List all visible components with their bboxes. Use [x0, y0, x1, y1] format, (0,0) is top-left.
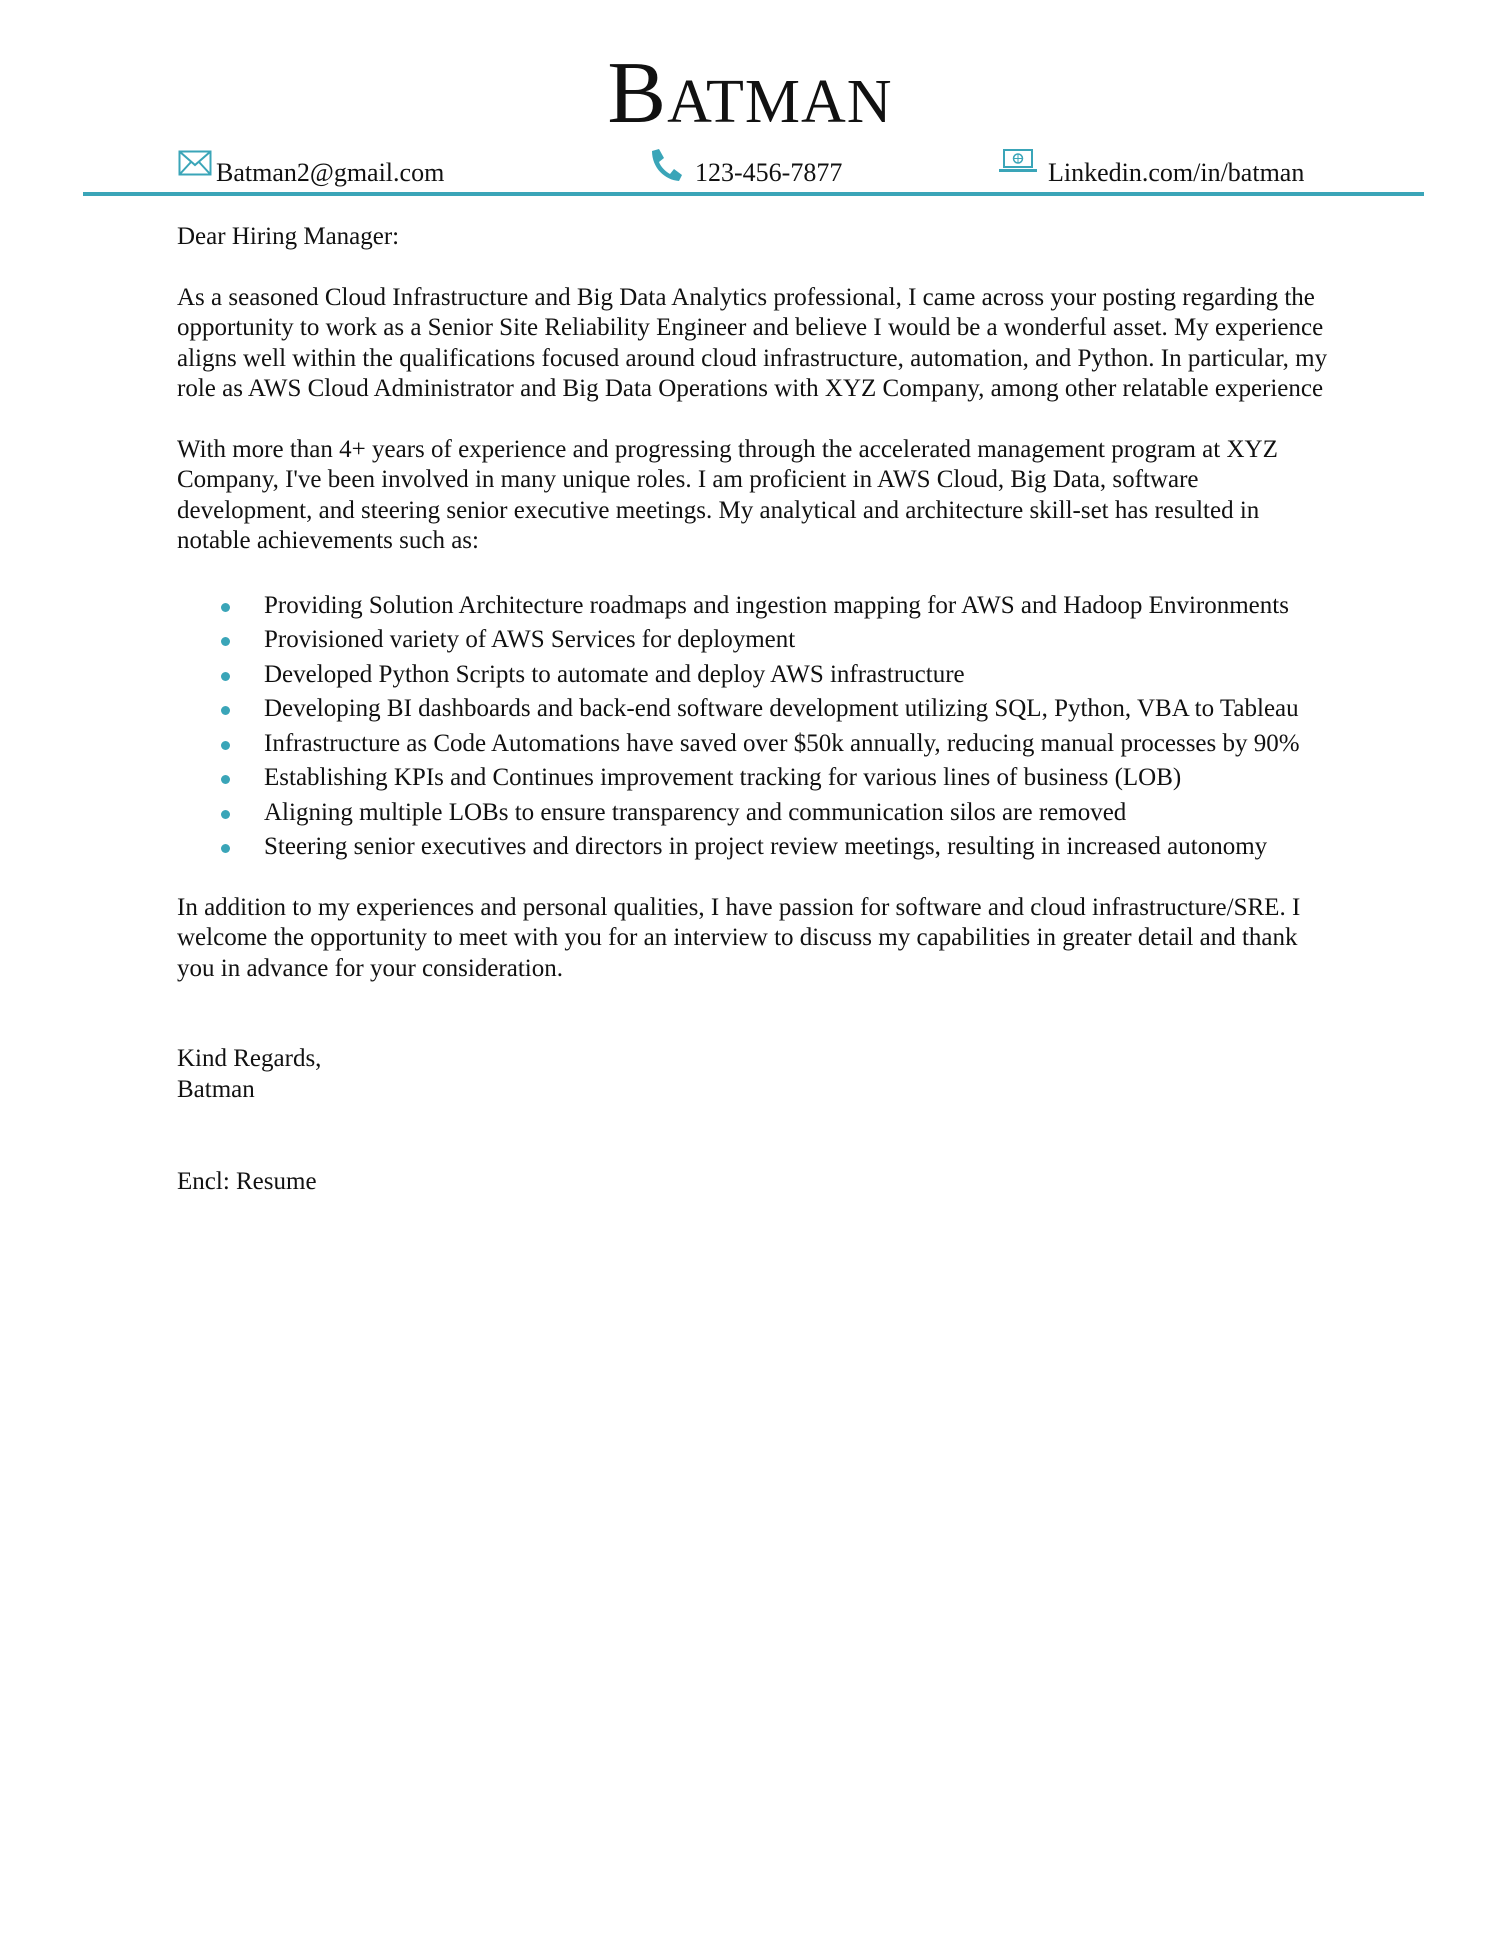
list-item: Developed Python Scripts to automate and deploy AWS infrastructure [177, 660, 1344, 691]
list-item: Steering senior executives and directors in project review meetings, resulting in increased autonomy [177, 832, 1344, 863]
contact-row [0, 148, 1500, 188]
spacer [177, 1105, 1337, 1167]
bullet-icon [221, 603, 230, 612]
paragraph-closing: In addition to my experiences and personal qualities, I have passion for software and cloud infrastructure/SRE. I welcome the opportunity to meet with you for an interview to discuss my capabilities in greater detail and thank you in advance for your consideration. [177, 893, 1301, 982]
linkedin-text: Linkedin.com/in/batman [1048, 158, 1305, 187]
list-item: Provisioned variety of AWS Services for deployment [177, 625, 1344, 656]
phone-icon [647, 148, 685, 182]
list-item: Providing Solution Architecture roadmaps and ingestion mapping for AWS and Hadoop Environments [177, 591, 1344, 622]
header-divider [83, 192, 1424, 196]
bullet-icon [221, 775, 230, 784]
achievements-list [177, 591, 1337, 863]
bullet-icon [221, 844, 230, 853]
spacer [177, 984, 1337, 1044]
phone-text: 123-456-7877 [695, 158, 843, 187]
contact-email[interactable] [178, 148, 444, 188]
list-item: Establishing KPIs and Continues improvement tracking for various lines of business (LOB) [177, 763, 1344, 794]
envelope-icon [178, 150, 214, 178]
laptop-icon [998, 148, 1040, 176]
list-item: Aligning multiple LOBs to ensure transparency and communication silos are removed [177, 798, 1344, 829]
letter-body [177, 222, 1337, 1198]
enclosure-note: Encl: Resume [177, 1168, 317, 1195]
email-text: Batman2@gmail.com [216, 158, 445, 187]
signature: Batman [177, 1075, 255, 1103]
contact-linkedin[interactable] [998, 148, 1304, 188]
bullet-icon [221, 810, 230, 819]
list-item: Developing BI dashboards and back-end software development utilizing SQL, Python, VBA to Tableau [177, 694, 1344, 725]
header-name: Batman [607, 45, 893, 142]
bullet-icon [221, 672, 230, 681]
bullet-icon [221, 706, 230, 715]
salutation: Dear Hiring Manager: [177, 223, 400, 250]
closing-phrase: Kind Regards, [177, 1045, 322, 1072]
contact-phone[interactable] [647, 148, 842, 188]
list-item: Infrastructure as Code Automations have saved over $50k annually, reducing manual processes by 90% [177, 729, 1344, 760]
paragraph-intro: As a seasoned Cloud Infrastructure and Big Data Analytics professional, I came across your posting regarding the opportunity to work as a Senior Site Reliability Engineer and believe I would be a wonderful asset. My experience aligns well within the qualifications focused around cloud infrastructure, automation, and Python. In particular, my role as AWS Cloud Administrator and Big Data Operations with XYZ Company, among other relatable experience [177, 283, 1328, 402]
bullet-icon [221, 741, 230, 750]
paragraph-experience: With more than 4+ years of experience and progressing through the accelerated management program at XYZ Company, I've been involved in many unique roles. I am proficient in AWS Cloud, Big Data, software development, and steering senior executive meetings. My analytical and architecture skill-set has resulted in notable achievements such as: [177, 435, 1278, 554]
bullet-icon [221, 637, 230, 646]
